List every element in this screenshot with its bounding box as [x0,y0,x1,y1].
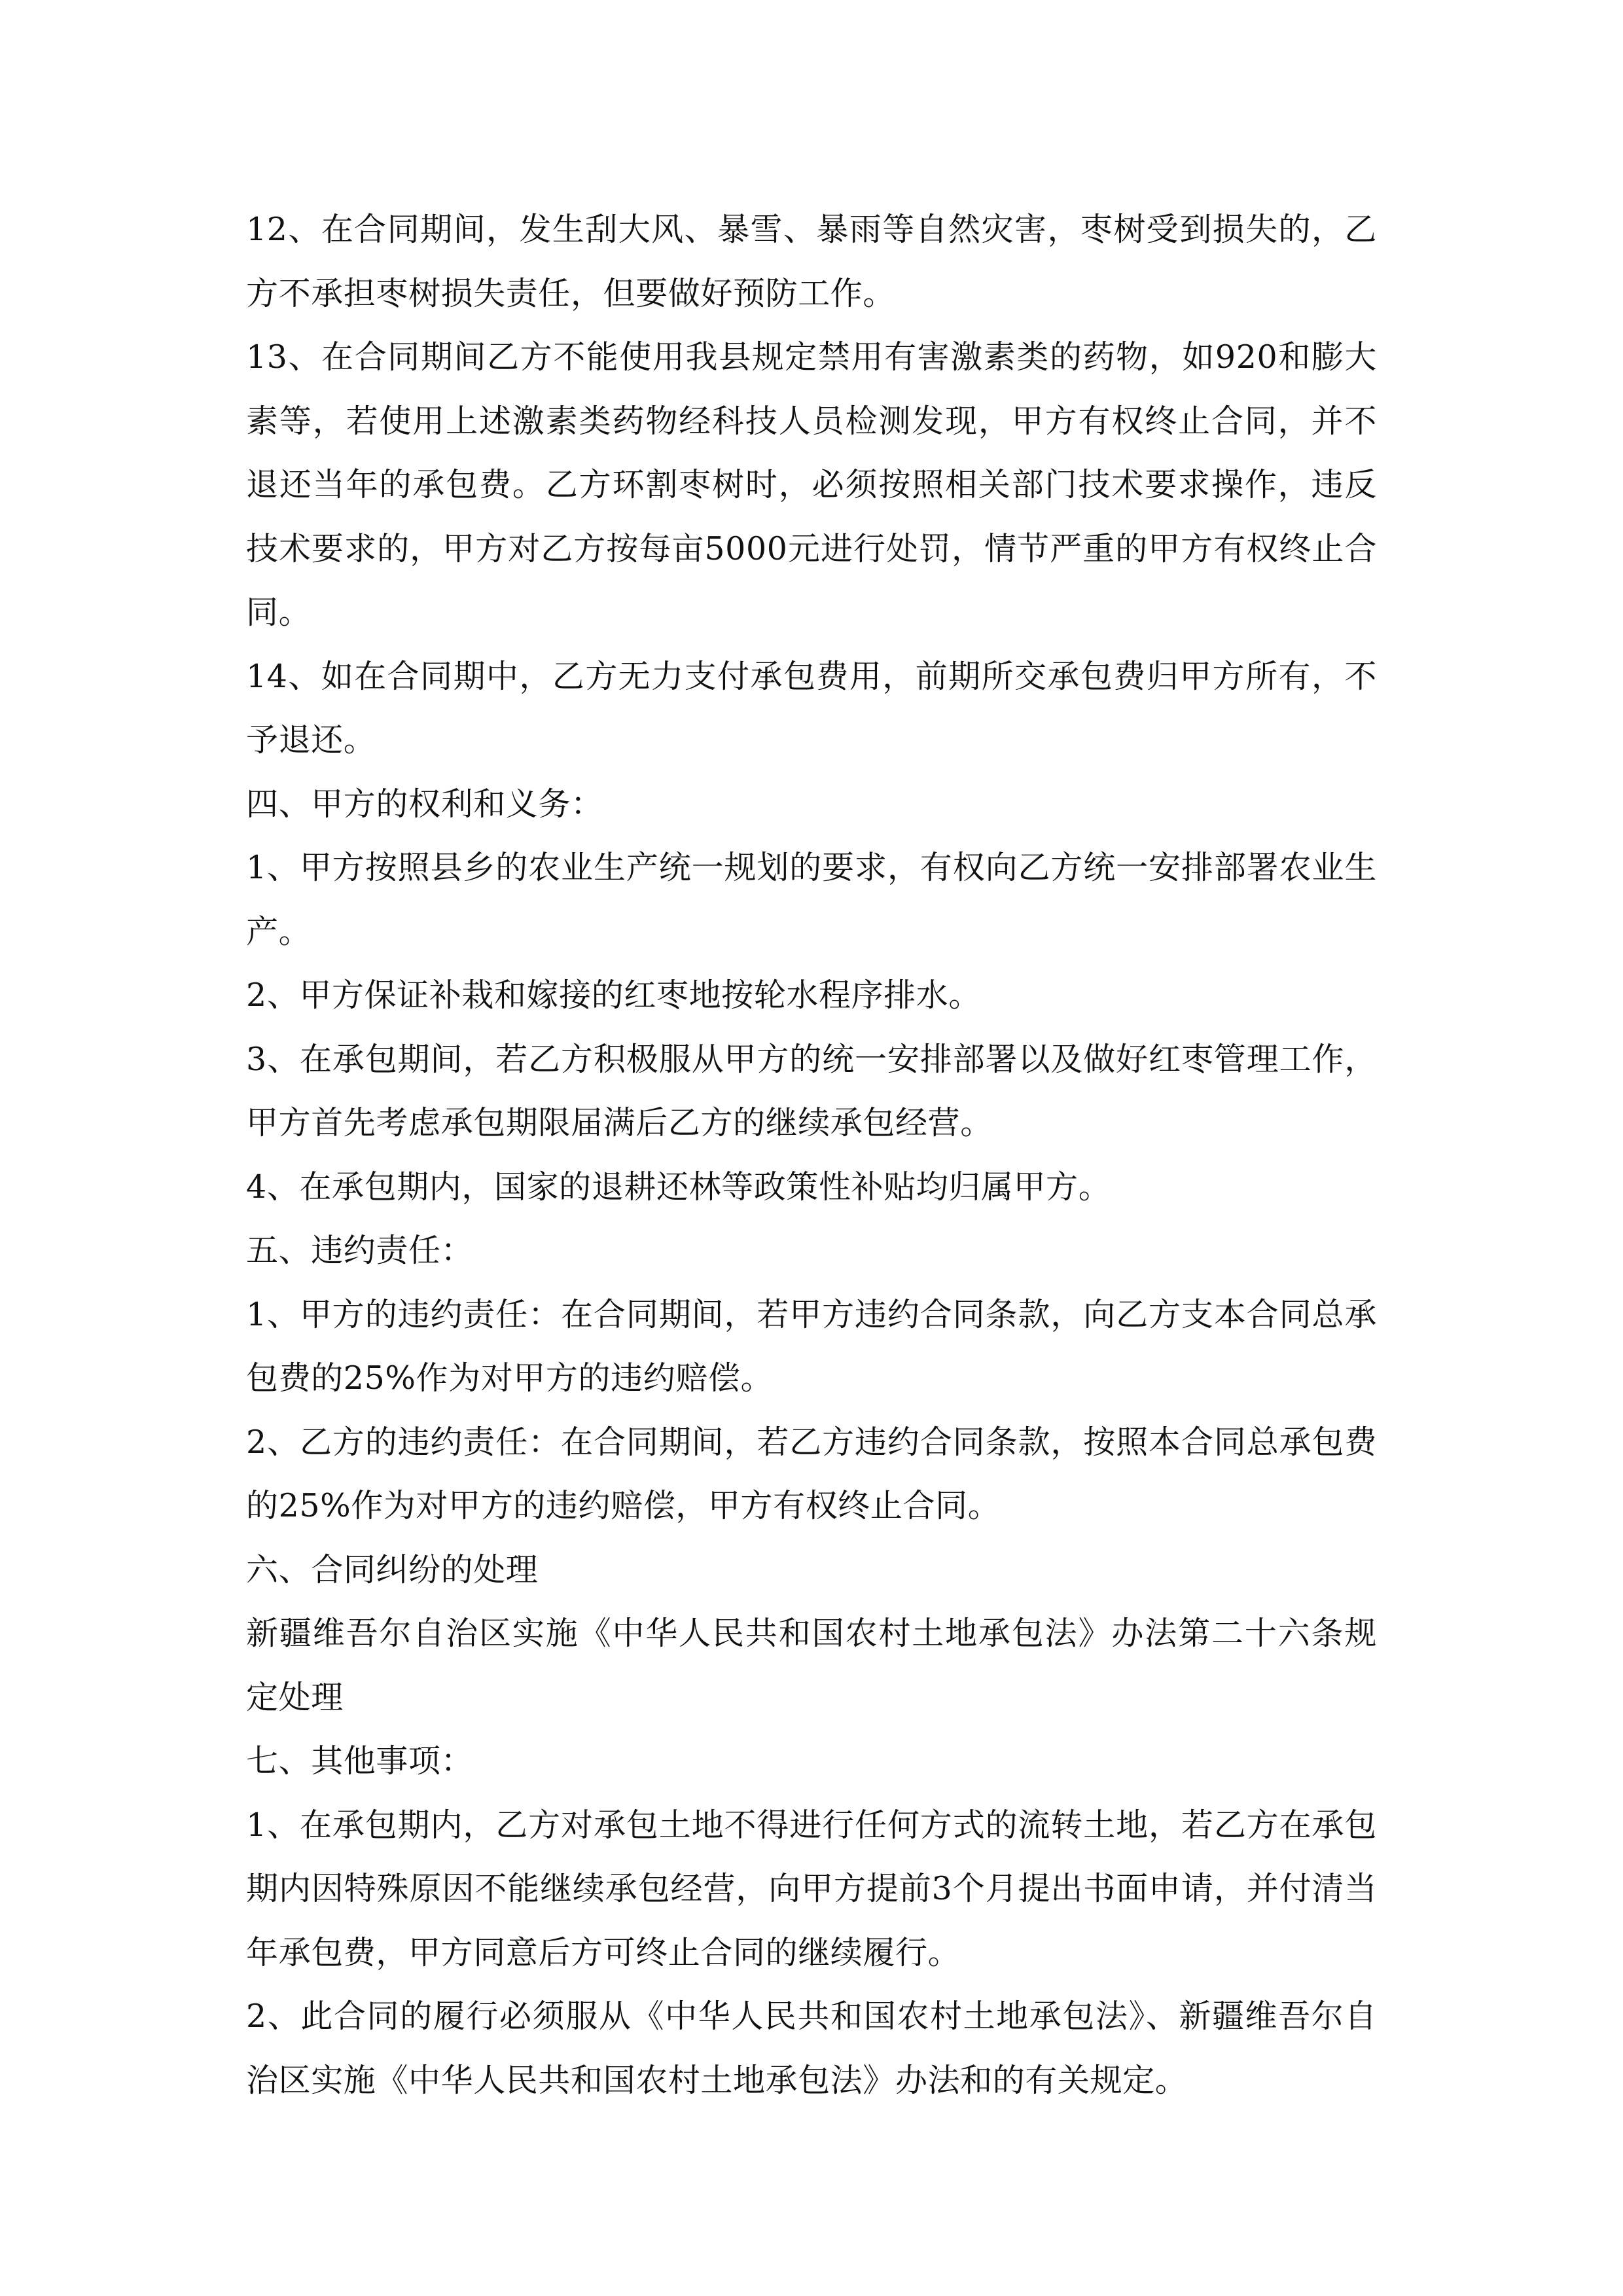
party-a-clause-2: 2、甲方保证补栽和嫁接的红枣地按轮水程序排水。 [246,977,981,1014]
dispute-clause: 新疆维吾尔自治区实施《中华人民共和国农村土地承包法》办法第二十六条规定处理 [246,1615,1377,1716]
party-a-clause-3: 3、在承包期间，若乙方积极服从甲方的统一安排部署以及做好红枣管理工作，甲方首先考虑承包期限届满后乙方的继续承包经营。 [246,1040,1377,1141]
clause-13: 13、在合同期间乙方不能使用我县规定禁用有害激素类的药物，如920和膨大素等，若使用上述激素类药物经科技人员检测发现，甲方有权终止合同，并不退还当年的承包费。乙方环割枣树时，必须按照相关部门技术要求操作，违反技术要求的，甲方对乙方按每亩5000元进行处罚，情节严重的甲方有权终止合同。 [246,338,1377,631]
breach-clause-1: 1、甲方的违约责任：在合同期间，若甲方违约合同条款，向乙方支本合同总承包费的25%作为对甲方的违约赔偿。 [246,1295,1377,1397]
document-body [246,198,1377,2112]
section-heading-breach-liability: 五、违约责任： [246,1232,474,1269]
section-heading-other-matters: 七、其他事项： [246,1742,474,1780]
other-clause-2: 2、此合同的履行必须服从《中华人民共和国农村土地承包法》、新疆维吾尔自治区实施《中华人民共和国农村土地承包法》办法和的有关规定。 [246,1998,1377,2099]
section-heading-party-a-rights: 四、甲方的权利和义务： [246,785,603,823]
section-heading-dispute: 六、合同纠纷的处理 [246,1551,539,1588]
clause-14: 14、如在合同期中，乙方无力支付承包费用，前期所交承包费归甲方所有，不予退还。 [246,657,1377,759]
clause-12: 12、在合同期间，发生刮大风、暴雪、暴雨等自然灾害，枣树受到损失的，乙方不承担枣树损失责任，但要做好预防工作。 [246,211,1377,312]
party-a-clause-4: 4、在承包期内，国家的退耕还林等政策性补贴均归属甲方。 [246,1168,1111,1206]
breach-clause-2: 2、乙方的违约责任：在合同期间，若乙方违约合同条款，按照本合同总承包费的25%作为对甲方的违约赔偿，甲方有权终止合同。 [246,1423,1377,1524]
other-clause-1: 1、在承包期内，乙方对承包土地不得进行任何方式的流转土地，若乙方在承包期内因特殊原因不能继续承包经营，向甲方提前3个月提出书面申请，并付清当年承包费，甲方同意后方可终止合同的继续履行。 [246,1806,1377,1971]
party-a-clause-1: 1、甲方按照县乡的农业生产统一规划的要求，有权向乙方统一安排部署农业生产。 [246,849,1377,950]
